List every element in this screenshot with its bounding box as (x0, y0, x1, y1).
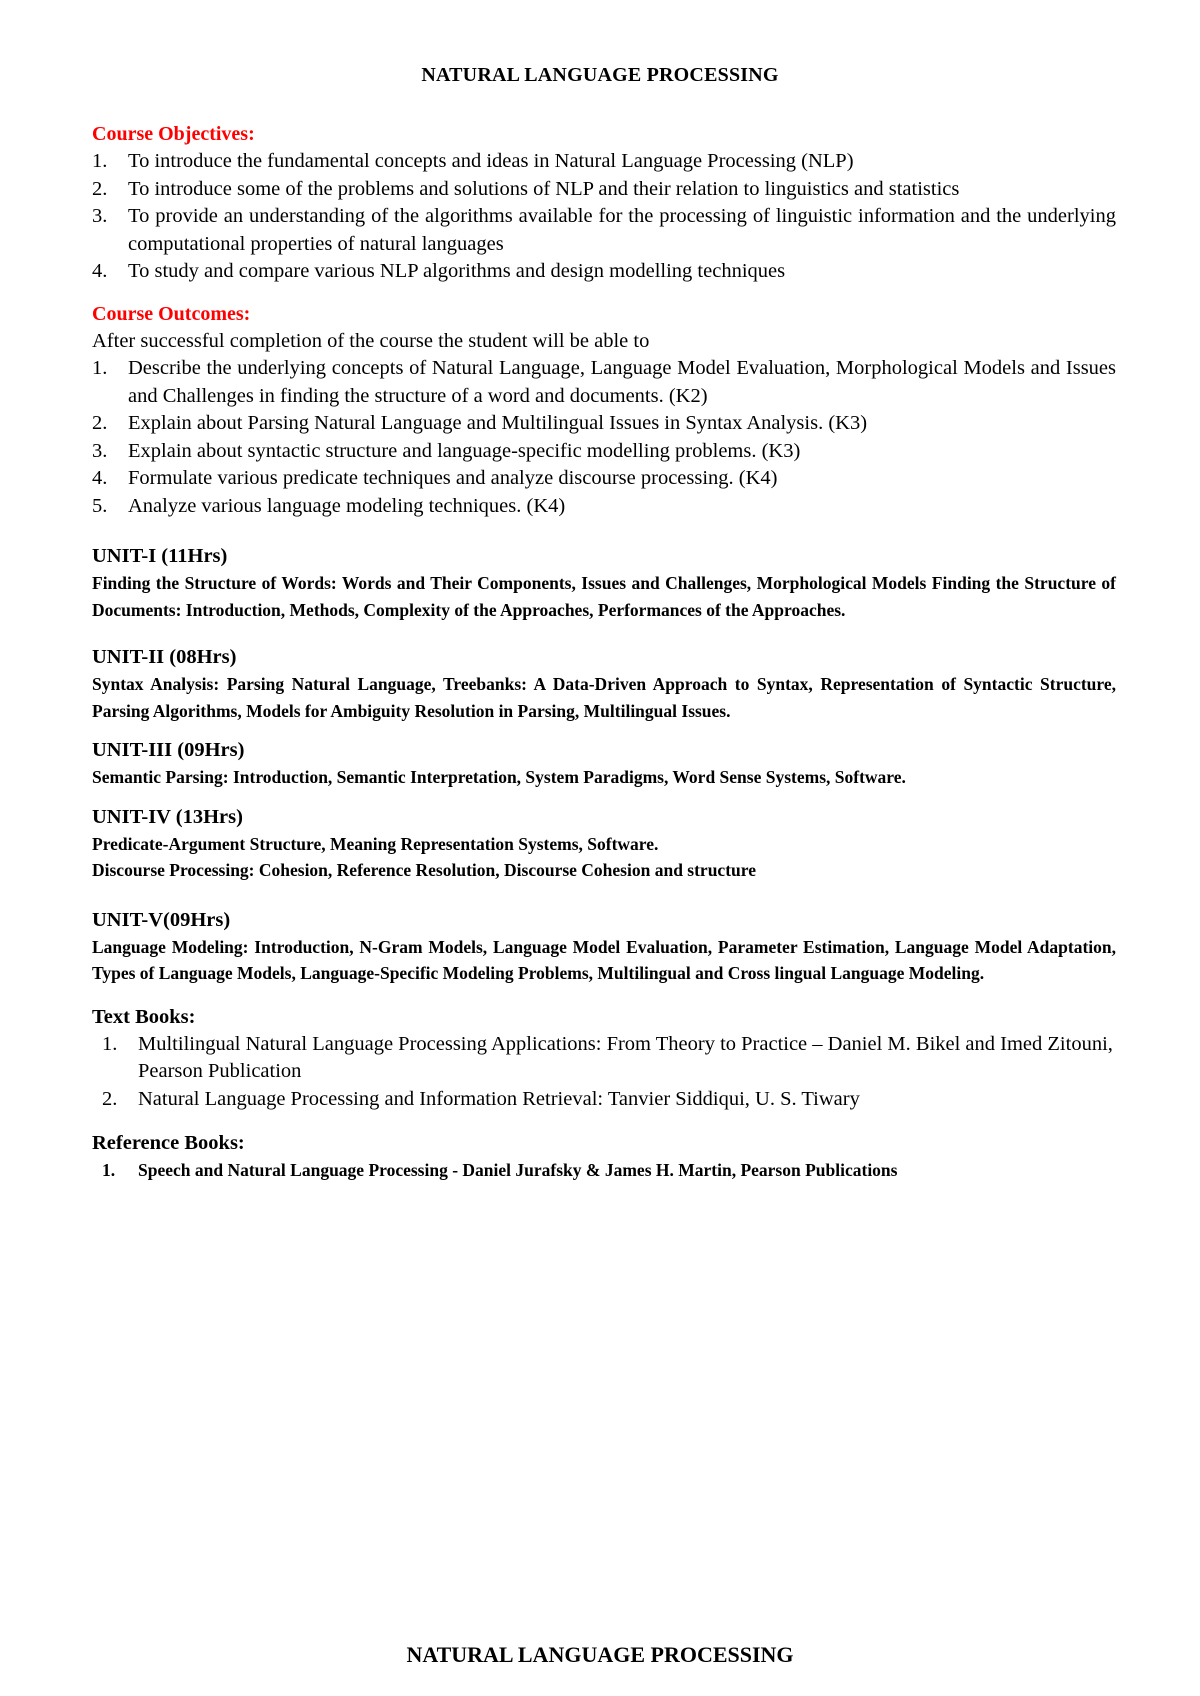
list-item: 3. To provide an understanding of the algorithms available for the processing of linguistic information and the underlying computational properties of natural languages (92, 205, 1116, 255)
unit-description: Semantic Parsing: Introduction, Semantic Interpretation, System Paradigms, Word Sense Systems, Software. (92, 767, 906, 787)
unit-title: UNIT-V(09Hrs) (92, 908, 231, 931)
objectives-section (92, 120, 1116, 286)
unit-description: Finding the Structure of Words: Words and Their Components, Issues and Challenges, Morphological Models Finding the Structure of Documents: Introduction, Methods, Complexity of the Approaches, Performances of the Approaches. (92, 573, 1116, 620)
unit-section (92, 803, 1116, 884)
list-item: 2. Natural Language Processing and Information Retrieval: Tanvier Siddiqui, U. S. Tiwary (102, 1087, 860, 1110)
list-item: 5. Analyze various language modeling techniques. (K4) (92, 494, 566, 517)
outcomes-list (92, 355, 1116, 520)
reference-books-heading: Reference Books: (92, 1132, 245, 1154)
outcomes-intro: After successful completion of the course the student will be able to (92, 329, 650, 352)
unit-section (92, 542, 1116, 623)
unit-description: Predicate-Argument Structure, Meaning Representation Systems, Software. (92, 833, 659, 854)
list-item: 2. To introduce some of the problems and solutions of NLP and their relation to linguistics and statistics (92, 177, 960, 200)
unit-section (92, 736, 1116, 791)
unit-title: UNIT-I (11Hrs) (92, 545, 228, 567)
reference-books-section (92, 1129, 1116, 1183)
unit-section (92, 643, 1116, 724)
text-books-list (92, 1031, 1116, 1114)
objectives-heading: Course Objectives: (92, 123, 255, 145)
unit-description: Syntax Analysis: Parsing Natural Language, Treebanks: A Data-Driven Approach to Syntax, Representation of Syntactic Structure, Parsing Algorithms, Models for Ambiguity Resolution in Parsing, Multilingual Issues. (92, 674, 1116, 721)
list-item: 4. Formulate various predicate techniques and analyze discourse processing. (K4) (92, 467, 778, 489)
unit-title: UNIT-III (09Hrs) (92, 739, 245, 761)
objectives-list (92, 148, 1116, 286)
text-books-heading: Text Books: (92, 1005, 196, 1028)
unit-description: Discourse Processing: Cohesion, Reference Resolution, Discourse Cohesion and structure (92, 860, 756, 880)
list-item: 4. To study and compare various NLP algorithms and design modelling techniques (92, 260, 786, 282)
list-item: 1. Speech and Natural Language Processing - Daniel Jurafsky & James H. Martin, Pearson Publications (102, 1160, 898, 1180)
unit-description: Language Modeling: Introduction, N-Gram Models, Language Model Evaluation, Parameter Estimation, Language Model Adaptation, Types of Language Models, Language-Specific Modeling Problems, Multilingual and Cross lingual Language Modeling. (92, 936, 1116, 983)
unit-title: UNIT-II (08Hrs) (92, 646, 237, 668)
outcomes-heading: Course Outcomes: (92, 302, 251, 325)
unit-section (92, 906, 1116, 987)
list-item: 1. To introduce the fundamental concepts and ideas in Natural Language Processing (NLP) (92, 150, 854, 172)
unit-title: UNIT-IV (13Hrs) (92, 805, 243, 828)
list-item: 2. Explain about Parsing Natural Language and Multilingual Issues in Syntax Analysis. (K3) (92, 412, 868, 434)
page-title: NATURAL LANGUAGE PROCESSING (421, 64, 779, 86)
list-item: 3. Explain about syntactic structure and language-specific modelling problems. (K3) (92, 439, 801, 462)
reference-books-list (92, 1157, 1116, 1183)
page-footer-title: NATURAL LANGUAGE PROCESSING (406, 1642, 794, 1667)
document-body (92, 120, 1116, 1183)
outcomes-section (92, 300, 1116, 521)
list-item: 1. Multilingual Natural Language Processing Applications: From Theory to Practice – Daniel M. Bikel and Imed Zitouni, Pearson Publication (102, 1032, 1113, 1082)
text-books-section (92, 1003, 1116, 1114)
list-item: 1. Describe the underlying concepts of Natural Language, Language Model Evaluation, Morphological Models and Issues and Challenges in finding the structure of a word and documents. (K2) (92, 357, 1116, 407)
